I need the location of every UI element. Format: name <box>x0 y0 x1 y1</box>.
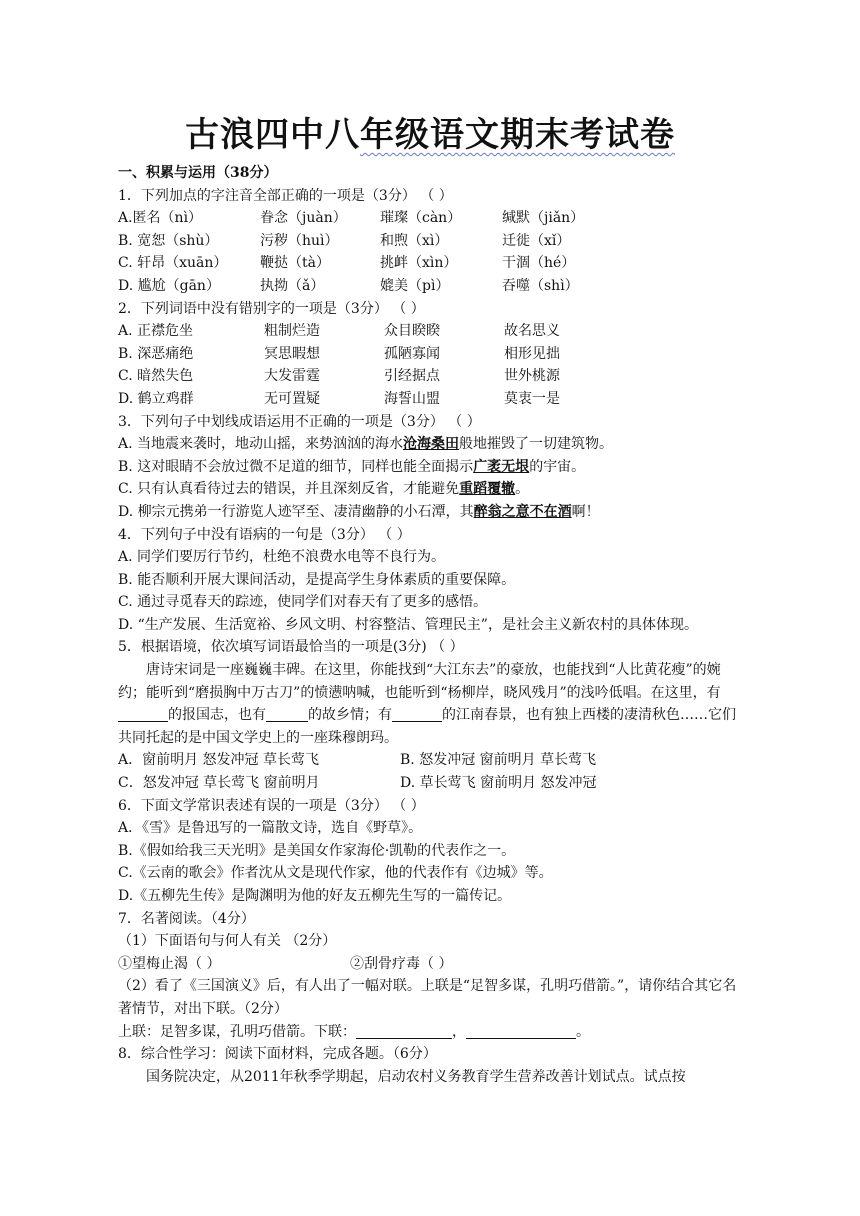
option-cell: A．窗前明月 怒发冲冠 草长莺飞 <box>118 752 320 769</box>
option-cell: 世外桃源 <box>504 368 560 385</box>
option-text: 的宇宙。 <box>529 458 586 475</box>
question-5-options-cd <box>118 772 742 795</box>
fill-blank-2[interactable] <box>266 705 308 722</box>
question-8-passage: 国务院决定，从2011年秋季学期起，启动农村义务教育学生营养改善计划试点。试点按 <box>146 1068 686 1085</box>
question-6-option-c: C.《云南的歌会》作者沈从文是现代作家，他的代表作有《边城》等。 <box>118 865 553 882</box>
question-2-option-b <box>118 343 742 366</box>
option-cell: 冥思暇想 <box>264 345 320 362</box>
question-7-sub-1: （1）下面语句与何人有关 （2分） <box>118 933 337 950</box>
couplet-text: 上联：足智多谋，孔明巧借箭。下联： <box>118 1023 356 1040</box>
question-6-option-d: D.《五柳先生传》是陶渊明为他的好友五柳先生写的一篇传记。 <box>118 888 512 904</box>
option-cell: 海誓山盟 <box>384 390 440 407</box>
option-cell: 莫衷一是 <box>504 390 560 407</box>
title-wavy-underlined: 年级语文期末考试卷 <box>360 115 675 155</box>
option-cell: C. 轩昂（xuān） <box>118 255 228 272</box>
underlined-idiom: 重蹈覆辙 <box>459 481 516 498</box>
option-cell: D. 草长莺飞 窗前明月 怒发冲冠 <box>400 775 597 792</box>
question-4-option-b: B. 能否顺利开展大课间活动，是提高学生身体素质的重要保障。 <box>118 571 516 588</box>
underlined-idiom: 醉翁之意不在酒 <box>473 503 572 520</box>
option-cell: 大发雷霆 <box>264 368 320 385</box>
option-cell: A. 正襟危坐 <box>118 323 194 340</box>
question-4-option-a: A. 同学们要厉行节约，杜绝不浪费水电等不良行为。 <box>118 549 446 566</box>
title-plain: 古浪四中八 <box>185 115 360 155</box>
option-cell: 媲美（pì） <box>380 277 450 294</box>
option-cell: 污秽（huì） <box>260 232 339 249</box>
question-8-stem: 8．综合性学习：阅读下面材料，完成各题。（6分） <box>118 1046 437 1063</box>
question-2-option-d <box>118 388 742 411</box>
option-text: 。 <box>515 481 530 498</box>
option-cell: 干涸（hé） <box>502 255 576 272</box>
option-cell: 粗制烂造 <box>264 323 320 340</box>
question-1-option-a <box>118 207 742 230</box>
option-cell: 和煦（xì） <box>380 232 449 249</box>
question-6-option-a: A．《雪》是鲁迅写的一篇散文诗，选自《野草》。 <box>118 820 423 837</box>
option-cell: 迁徙（xǐ） <box>502 232 571 249</box>
couplet-blank-1[interactable] <box>356 1022 452 1039</box>
question-7-couplet <box>118 1021 742 1044</box>
option-cell: 故名思义 <box>504 323 560 340</box>
option-cell: D. 鹤立鸡群 <box>118 390 194 407</box>
couplet-text: ， <box>452 1023 466 1040</box>
passage-text: 的江南春景，也有独上西楼的凄清秋色……它们共同托起的是中国文学史上的一座珠穆朗玛。 <box>118 707 736 746</box>
option-text: A. 当地震来袭时，地动山摇，来势汹汹的海水 <box>118 436 404 453</box>
question-3-option-c <box>118 478 742 501</box>
question-2-option-c <box>118 365 742 388</box>
couplet-text: 。 <box>576 1023 590 1040</box>
question-5-stem: 5．根据语境，依次填写词语最恰当的一项是(3分) （ ） <box>118 639 464 656</box>
question-1-stem: 1．下列加点的字注音全部正确的一项是（3分） （ ） <box>118 187 453 204</box>
option-cell: B. 宽恕（shù） <box>118 232 219 249</box>
question-7-sub-2: （2）看了《三国演义》后，有人出了一幅对联。上联是“足智多谋，孔明巧借箭。”，请你结合其它名著情节，对出下联。（2分） <box>118 978 737 1017</box>
question-1-option-c <box>118 252 742 275</box>
option-cell: C．怒发冲冠 草长莺飞 窗前明月 <box>118 775 320 792</box>
question-2-stem: 2．下列词语中没有错别字的一项是（3分） （ ） <box>118 300 425 317</box>
couplet-blank-2[interactable] <box>466 1022 576 1039</box>
question-7-sub-1-items <box>118 953 742 976</box>
option-cell: 引经据点 <box>384 368 440 385</box>
question-4-option-d: D. “生产发展、生活宽裕、乡风文明、村容整洁、管理民主”，是社会主义新农村的具体体现。 <box>118 616 698 633</box>
option-cell: D. 尴尬（gān） <box>118 277 220 294</box>
option-cell: 无可置疑 <box>264 390 320 407</box>
option-cell: 相形见拙 <box>504 345 560 362</box>
question-5-options-ab <box>118 749 742 772</box>
option-text: C. 只有认真看待过去的错误，并且深刻反省，才能避免 <box>118 481 460 498</box>
question-3-option-a <box>118 433 742 456</box>
option-cell: 执拗（ǎ） <box>260 277 325 294</box>
option-text: 般地摧毁了一切建筑物。 <box>459 436 614 453</box>
option-text: B. 这对眼睛不会放过微不足道的细节，同样也能全面揭示 <box>118 458 474 475</box>
option-cell: B. 深恶痛绝 <box>118 345 194 362</box>
question-1-option-b <box>118 230 742 253</box>
option-cell: 鞭挞（tà） <box>260 255 330 272</box>
question-3-option-d <box>118 501 742 524</box>
passage-text: 的故乡情；有 <box>308 707 392 724</box>
question-5-passage <box>118 659 742 749</box>
question-3-option-b <box>118 456 742 479</box>
option-cell: 璀璨（càn） <box>380 210 462 227</box>
option-text: D. 柳宗元携弟一行游览人迹罕至、凄清幽静的小石潭，其 <box>118 503 474 520</box>
option-cell: 挑衅（xìn） <box>380 255 458 272</box>
question-1-option-d <box>118 275 742 298</box>
option-cell: 缄默（jiǎn） <box>502 210 585 227</box>
underlined-idiom: 广袤无垠 <box>473 458 530 475</box>
underlined-idiom: 沧海桑田 <box>403 436 460 453</box>
question-7-stem: 7．名著阅读。（4分） <box>118 910 255 927</box>
answer-item: ②刮骨疗毒（ ） <box>350 955 453 972</box>
question-3-stem: 3．下列句子中划线成语运用不正确的一项是（3分） （ ） <box>118 413 481 430</box>
option-cell: 孤陋寡闻 <box>384 345 440 362</box>
passage-text: 唐诗宋词是一座巍巍丰碑。在这里，你能找到“大江东去”的豪放，也能找到“人比黄花瘦”的婉约；能听到“磨损胸中万古刀”的愤懑呐喊，也能听到“杨柳岸，晓风残月”的浅吟低唱。在这里，有 <box>118 662 721 701</box>
page-title <box>118 114 742 156</box>
fill-blank-3[interactable] <box>392 705 442 722</box>
question-2-option-a <box>118 320 742 343</box>
option-cell: C. 暗然失色 <box>118 368 194 385</box>
fill-blank-1[interactable] <box>118 705 168 722</box>
option-cell: 吞噬（shì） <box>502 277 579 294</box>
answer-item: ①望梅止渴（ ） <box>118 955 221 972</box>
option-cell: 眷念（juàn） <box>260 210 347 227</box>
option-text: 啊！ <box>571 503 600 520</box>
option-cell: B. 怒发冲冠 窗前明月 草长莺飞 <box>400 752 597 769</box>
question-4-stem: 4．下列句子中没有语病的一句是（3分） （ ） <box>118 526 411 543</box>
option-cell: 众目睽睽 <box>384 323 440 340</box>
section-heading: 一、积累与运用（38分） <box>118 165 278 181</box>
passage-text: 的报国志，也有 <box>168 707 266 724</box>
question-6-stem: 6．下面文学常识表述有误的一项是（3分） （ ） <box>118 797 425 814</box>
question-6-option-b: B.《假如给我三天光明》是美国女作家海伦·凯勒的代表作之一。 <box>118 842 516 859</box>
question-4-option-c: C. 通过寻觅春天的踪迹，使同学们对春天有了更多的感悟。 <box>118 594 488 611</box>
option-cell: A.匿名（nì） <box>118 210 203 227</box>
